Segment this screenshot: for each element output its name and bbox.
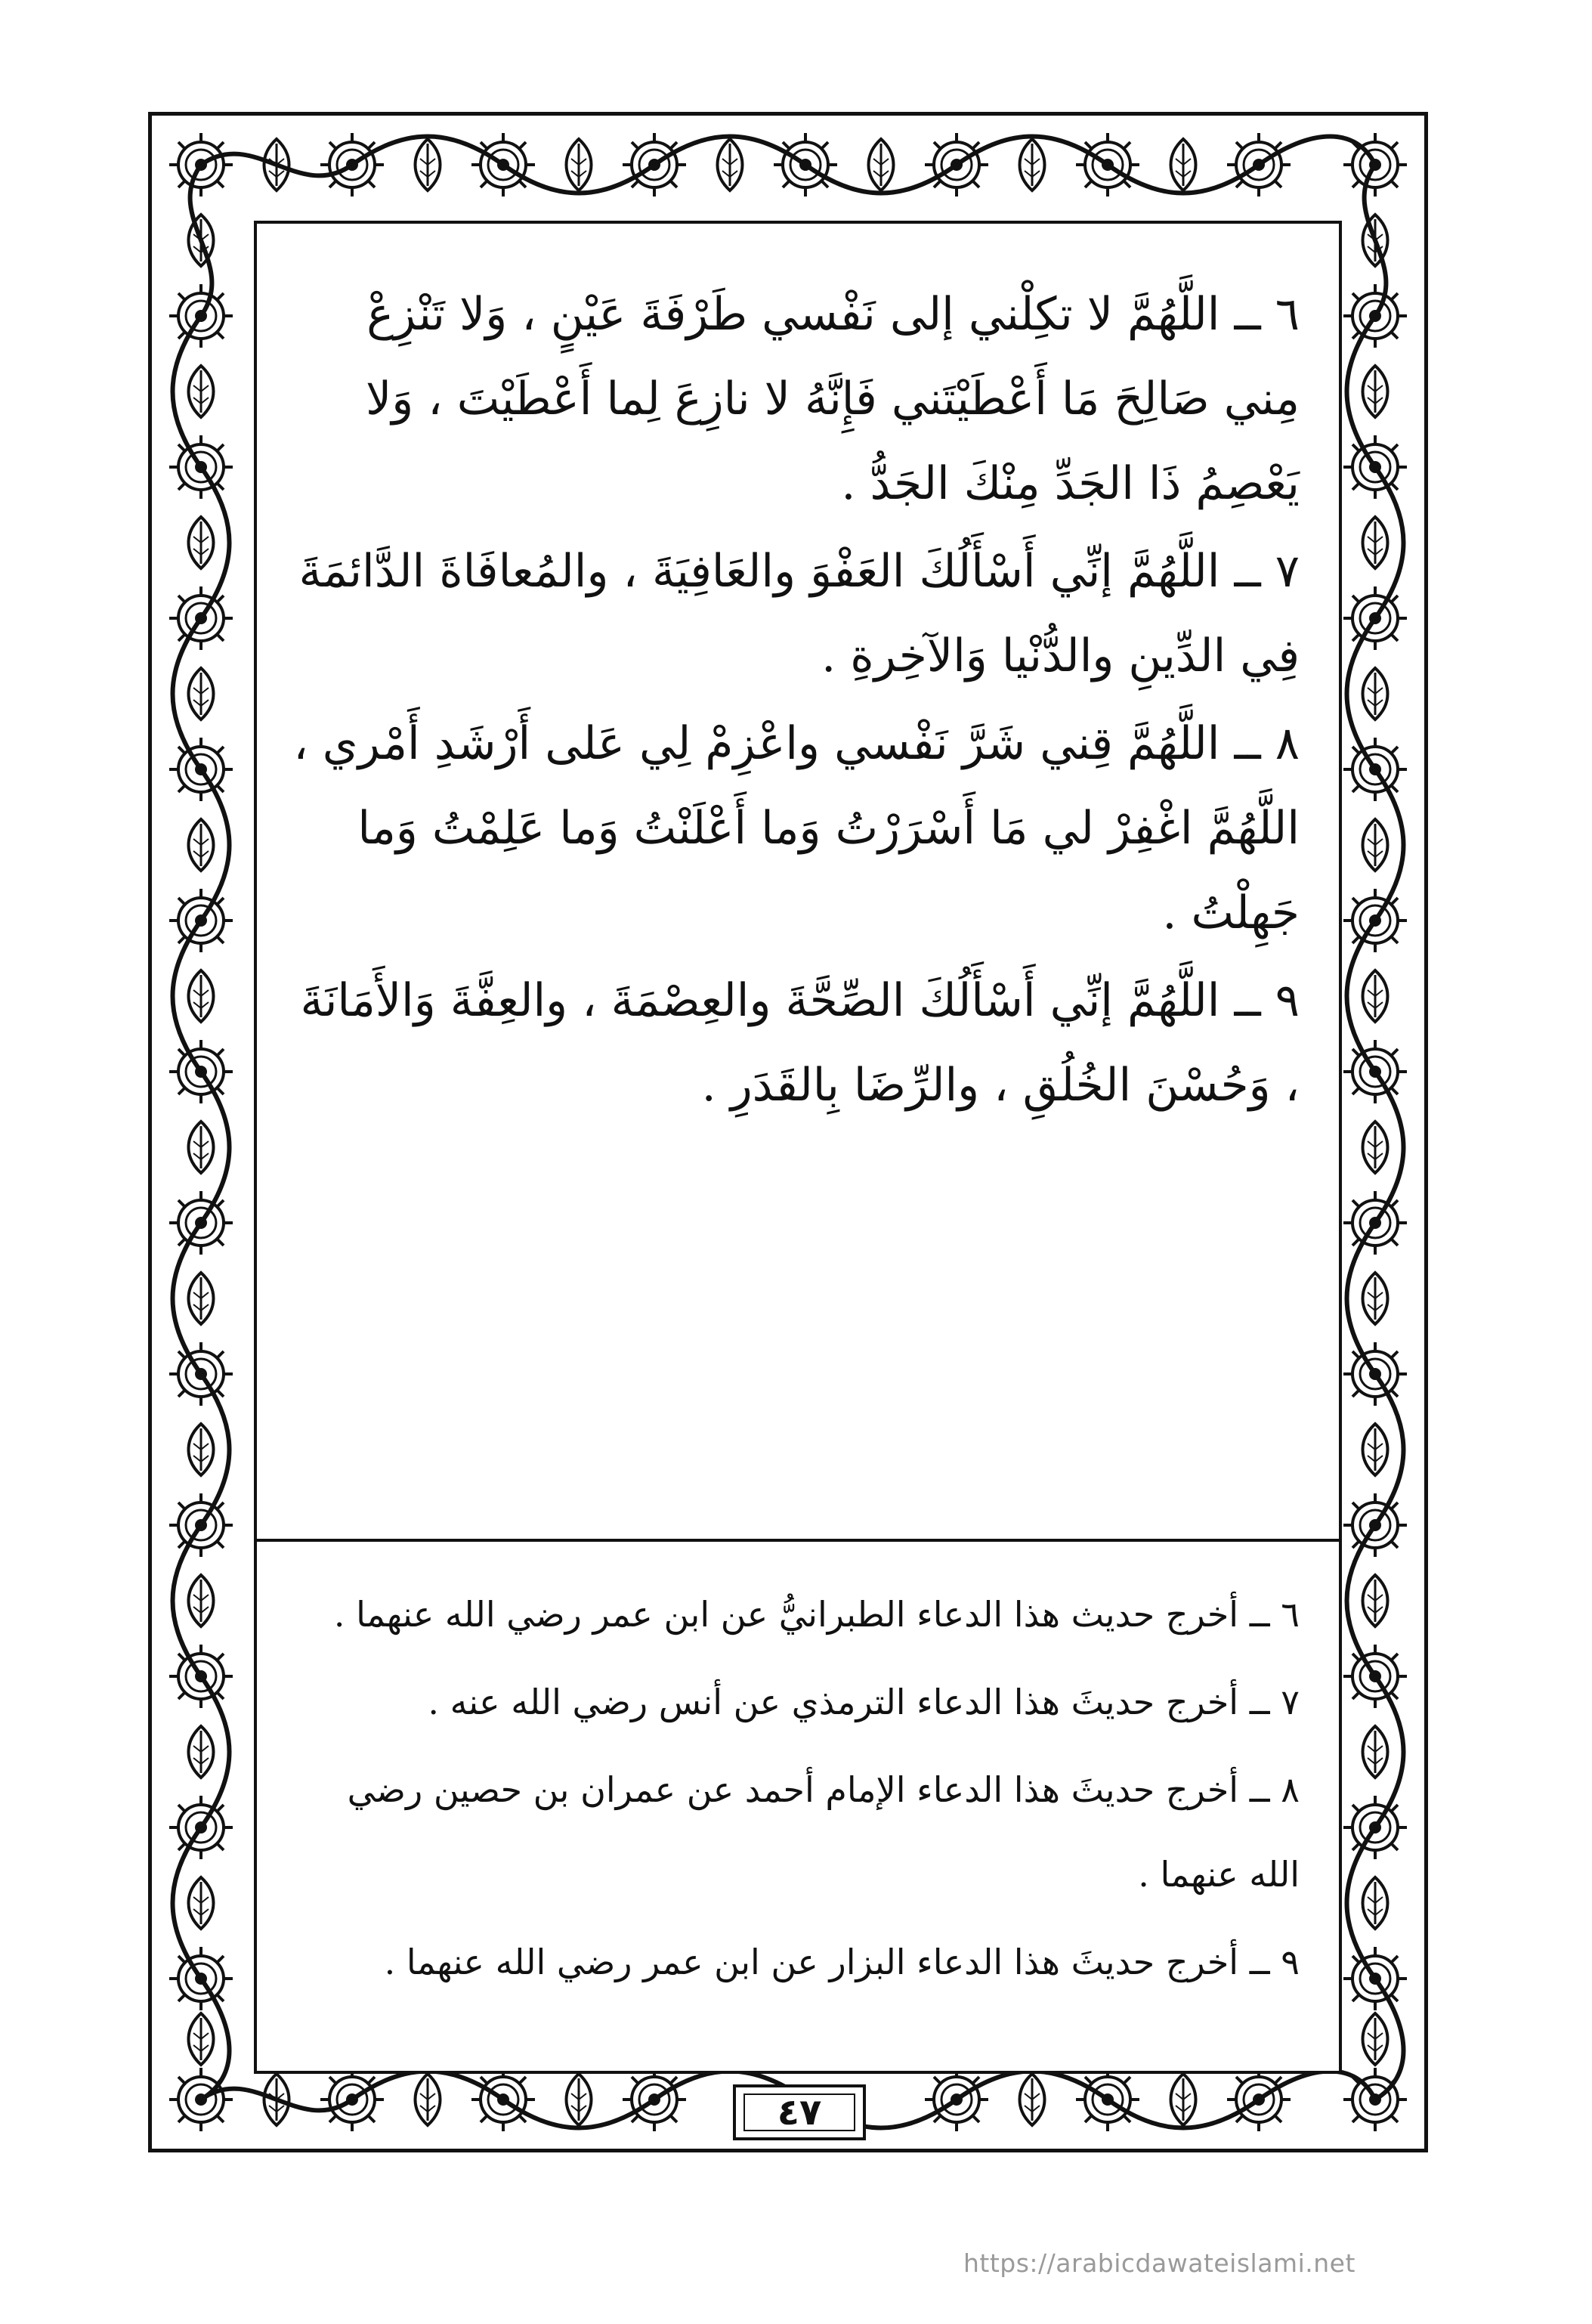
supplication-9: ٩ ــ اللَّهُمَّ إنِّي أَسْأَلُكَ الصِّحَّةَ والعِصْمَةَ ، والعِفَّةَ وَالأَمَانَةَ ، وَحُسْنَ الخُلُقِ ، والرِّضَا بِالقَدَرِ . — [300, 974, 1300, 1112]
supplication-6: ٦ ــ اللَّهُمَّ لا تكِلْني إلى نَفْسي طَرْفَةَ عَيْنٍ ، وَلا تَنْزِعْ مِني صَالِحَ مَا أَعْطَيْتَني فَإِنَّهُ لا نازِعَ لِما أَعْطَيْتَ ، وَلا يَعْصِمُ ذَا الجَدِّ مِنْكَ الجَدُّ . — [366, 288, 1300, 510]
footnote-6: ٦ ــ أخرج حديث هذا الدعاء الطبرانيُّ عن ابن عمر رضي الله عنهما . — [333, 1594, 1300, 1635]
watermark-url: https://arabicdawateislami.net — [963, 2248, 1356, 2278]
main-text-block — [287, 272, 1300, 1131]
supplication-7: ٧ ــ اللَّهُمَّ إنِّي أَسْأَلُكَ العَفْوَ والعَافِيَةَ ، والمُعافَاةَ الدَّائمَةَ فِي الدِّينِ والدُّنْيا وَالآخِرةِ . — [298, 545, 1300, 682]
footnote-7: ٧ ــ أخرج حديثَ هذا الدعاء الترمذي عن أنس رضي الله عنه . — [428, 1682, 1300, 1722]
supplication-8: ٨ ــ اللَّهُمَّ قِني شَرَّ نَفْسي واعْزِمْ لِي عَلى أَرْشَدِ أَمْري ، اللَّهُمَّ اغْفِرْ لي مَا أَسْرَرْتُ وَما أَعْلَنْتُ وَما عَلِمْتُ وَما جَهِلْتُ . — [293, 717, 1300, 939]
footnote-8: ٨ ــ أخرج حديثَ هذا الدعاء الإمام أحمد عن عمران بن حصين رضي الله عنهما . — [347, 1769, 1300, 1895]
page-number-text: ٤٧ — [777, 2091, 822, 2134]
footnotes-block — [287, 1572, 1300, 2007]
footnote-divider — [254, 1539, 1342, 1542]
footnote-9: ٩ ــ أخرج حديثَ هذا الدعاء البزار عن ابن عمر رضي الله عنهما . — [384, 1942, 1300, 1982]
page-number — [733, 2084, 866, 2140]
